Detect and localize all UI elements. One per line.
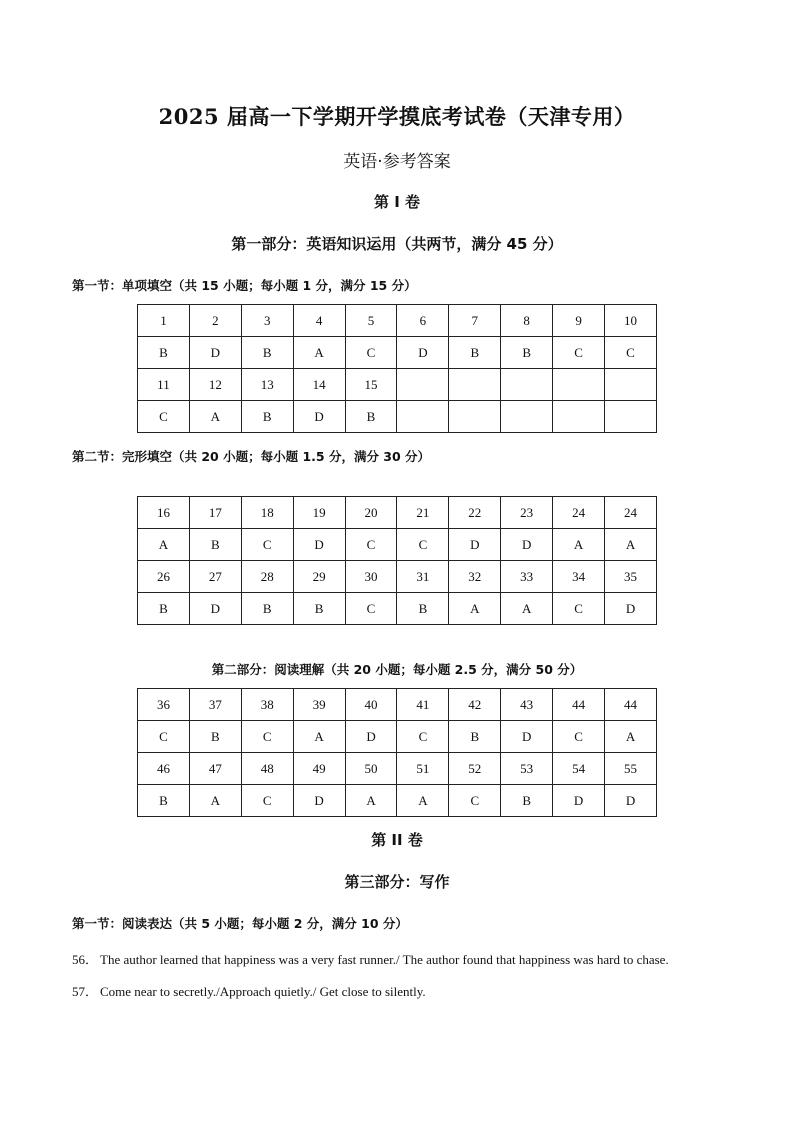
table-cell: B <box>449 721 501 753</box>
table-cell: C <box>138 721 190 753</box>
table-cell: A <box>138 529 190 561</box>
table-cell: C <box>138 401 190 433</box>
table-cell <box>449 401 501 433</box>
table-cell: 54 <box>553 753 605 785</box>
table-cell: B <box>138 593 190 625</box>
table-cell: C <box>553 721 605 753</box>
table-cell: D <box>501 721 553 753</box>
table-cell: B <box>501 785 553 817</box>
table-cell: 53 <box>501 753 553 785</box>
table-cell: 31 <box>397 561 449 593</box>
table-cell: C <box>241 529 293 561</box>
part-3-heading: 第三部分：写作 <box>344 873 450 891</box>
table-cell: 12 <box>189 369 241 401</box>
table-cell: 43 <box>501 689 553 721</box>
table-cell: B <box>293 593 345 625</box>
table-cell: 36 <box>138 689 190 721</box>
table-cell: 8 <box>501 305 553 337</box>
table-cell: D <box>553 785 605 817</box>
table-cell: B <box>241 401 293 433</box>
table-cell <box>605 369 657 401</box>
page-title: 2025 届高一下学期开学摸底考试卷（天津专用） <box>158 104 636 129</box>
table-cell: 6 <box>397 305 449 337</box>
volume-1-heading: 第 I 卷 <box>373 193 421 211</box>
table-cell: D <box>345 721 397 753</box>
table-row <box>138 401 657 433</box>
table-cell: B <box>501 337 553 369</box>
volume-2-heading: 第 II 卷 <box>371 831 423 849</box>
table-cell: D <box>605 593 657 625</box>
table-cell: B <box>241 593 293 625</box>
table-cell: D <box>293 401 345 433</box>
table-row <box>138 529 657 561</box>
table-row <box>138 721 657 753</box>
answer-text: Come near to secretly./Approach quietly./ Get close to silently. <box>100 984 426 999</box>
table-cell: C <box>241 721 293 753</box>
answer-text: The author learned that happiness was a very fast runner./ The author found that happiness was hard to chase. <box>100 952 669 967</box>
table-cell: A <box>605 529 657 561</box>
table-cell: 3 <box>241 305 293 337</box>
table-cell <box>553 369 605 401</box>
table-cell: 40 <box>345 689 397 721</box>
table-row <box>138 497 657 529</box>
table-cell: A <box>553 529 605 561</box>
table-cell: 7 <box>449 305 501 337</box>
table-cell: 28 <box>241 561 293 593</box>
table-cell: 33 <box>501 561 553 593</box>
table-cell: D <box>293 785 345 817</box>
table-cell: 23 <box>501 497 553 529</box>
table-cell: A <box>397 785 449 817</box>
table-cell: D <box>293 529 345 561</box>
answer-table-section-1 <box>137 304 657 433</box>
table-cell: D <box>449 529 501 561</box>
table-cell: 16 <box>138 497 190 529</box>
table-cell: 9 <box>553 305 605 337</box>
section-1-heading: 第一节：单项填空（共 15 小题；每小题 1 分，满分 15 分） <box>72 278 417 293</box>
table-row <box>138 753 657 785</box>
table-cell: 39 <box>293 689 345 721</box>
table-cell: A <box>501 593 553 625</box>
table-row <box>138 593 657 625</box>
table-cell: 42 <box>449 689 501 721</box>
table-cell: B <box>345 401 397 433</box>
table-cell: C <box>449 785 501 817</box>
table-row <box>138 561 657 593</box>
table-cell: C <box>345 593 397 625</box>
table-cell: 35 <box>605 561 657 593</box>
table-cell: C <box>345 529 397 561</box>
table-cell: D <box>189 593 241 625</box>
answer-table-section-2 <box>137 496 657 625</box>
table-cell <box>553 401 605 433</box>
table-cell: B <box>138 337 190 369</box>
table-cell: C <box>345 337 397 369</box>
part-2-heading: 第二部分：阅读理解（共 20 小题；每小题 2.5 分，满分 50 分） <box>211 662 583 677</box>
table-cell: 41 <box>397 689 449 721</box>
table-cell: C <box>241 785 293 817</box>
table-cell: B <box>449 337 501 369</box>
table-row <box>138 369 657 401</box>
table-cell: 47 <box>189 753 241 785</box>
table-cell: 19 <box>293 497 345 529</box>
table-cell: 24 <box>553 497 605 529</box>
table-cell <box>397 401 449 433</box>
table-cell: 51 <box>397 753 449 785</box>
table-cell <box>501 369 553 401</box>
table-cell: A <box>345 785 397 817</box>
answer-number: 56． <box>72 952 99 967</box>
table-row <box>138 689 657 721</box>
table-cell: A <box>293 721 345 753</box>
table-cell: 46 <box>138 753 190 785</box>
table-cell: 52 <box>449 753 501 785</box>
table-cell: 14 <box>293 369 345 401</box>
table-cell: A <box>293 337 345 369</box>
table-cell: 5 <box>345 305 397 337</box>
table-cell <box>605 401 657 433</box>
table-cell: A <box>189 785 241 817</box>
table-cell: A <box>189 401 241 433</box>
table-cell: 4 <box>293 305 345 337</box>
table-cell: 44 <box>605 689 657 721</box>
table-cell: B <box>189 529 241 561</box>
table-row <box>138 337 657 369</box>
table-cell: 21 <box>397 497 449 529</box>
table-cell <box>501 401 553 433</box>
table-cell: 10 <box>605 305 657 337</box>
table-cell: B <box>397 593 449 625</box>
table-cell: 20 <box>345 497 397 529</box>
table-cell <box>449 369 501 401</box>
part-1-heading: 第一部分：英语知识运用（共两节，满分 45 分） <box>231 235 563 253</box>
table-cell: D <box>501 529 553 561</box>
table-cell: B <box>138 785 190 817</box>
table-cell: 11 <box>138 369 190 401</box>
table-cell: A <box>449 593 501 625</box>
table-cell: D <box>189 337 241 369</box>
table-cell: 37 <box>189 689 241 721</box>
table-cell: C <box>553 337 605 369</box>
page-subtitle: 英语·参考答案 <box>343 152 451 172</box>
table-cell: 22 <box>449 497 501 529</box>
table-row <box>138 305 657 337</box>
table-row <box>138 785 657 817</box>
table-cell: 44 <box>553 689 605 721</box>
table-cell: D <box>397 337 449 369</box>
table-cell: 49 <box>293 753 345 785</box>
table-cell: C <box>605 337 657 369</box>
table-cell: C <box>553 593 605 625</box>
answer-line-57 <box>72 981 426 1000</box>
table-cell: 1 <box>138 305 190 337</box>
table-cell: 50 <box>345 753 397 785</box>
table-cell: 48 <box>241 753 293 785</box>
table-cell: A <box>605 721 657 753</box>
table-cell: C <box>397 721 449 753</box>
table-cell: 30 <box>345 561 397 593</box>
table-cell: 38 <box>241 689 293 721</box>
table-cell: 26 <box>138 561 190 593</box>
table-cell: 13 <box>241 369 293 401</box>
answer-line-56 <box>72 949 669 968</box>
table-cell: 34 <box>553 561 605 593</box>
table-cell: 55 <box>605 753 657 785</box>
table-cell <box>397 369 449 401</box>
table-cell: 32 <box>449 561 501 593</box>
answer-number: 57． <box>72 984 99 999</box>
table-cell: B <box>241 337 293 369</box>
table-cell: 17 <box>189 497 241 529</box>
table-cell: 2 <box>189 305 241 337</box>
table-cell: 29 <box>293 561 345 593</box>
answer-table-part-2 <box>137 688 657 817</box>
table-cell: 18 <box>241 497 293 529</box>
table-cell: 15 <box>345 369 397 401</box>
section-2-heading: 第二节：完形填空（共 20 小题；每小题 1.5 分，满分 30 分） <box>72 449 431 464</box>
part-3-section-1-heading: 第一节：阅读表达（共 5 小题；每小题 2 分，满分 10 分） <box>72 916 408 931</box>
table-cell: B <box>189 721 241 753</box>
table-cell: D <box>605 785 657 817</box>
table-cell: C <box>397 529 449 561</box>
table-cell: 24 <box>605 497 657 529</box>
table-cell: 27 <box>189 561 241 593</box>
